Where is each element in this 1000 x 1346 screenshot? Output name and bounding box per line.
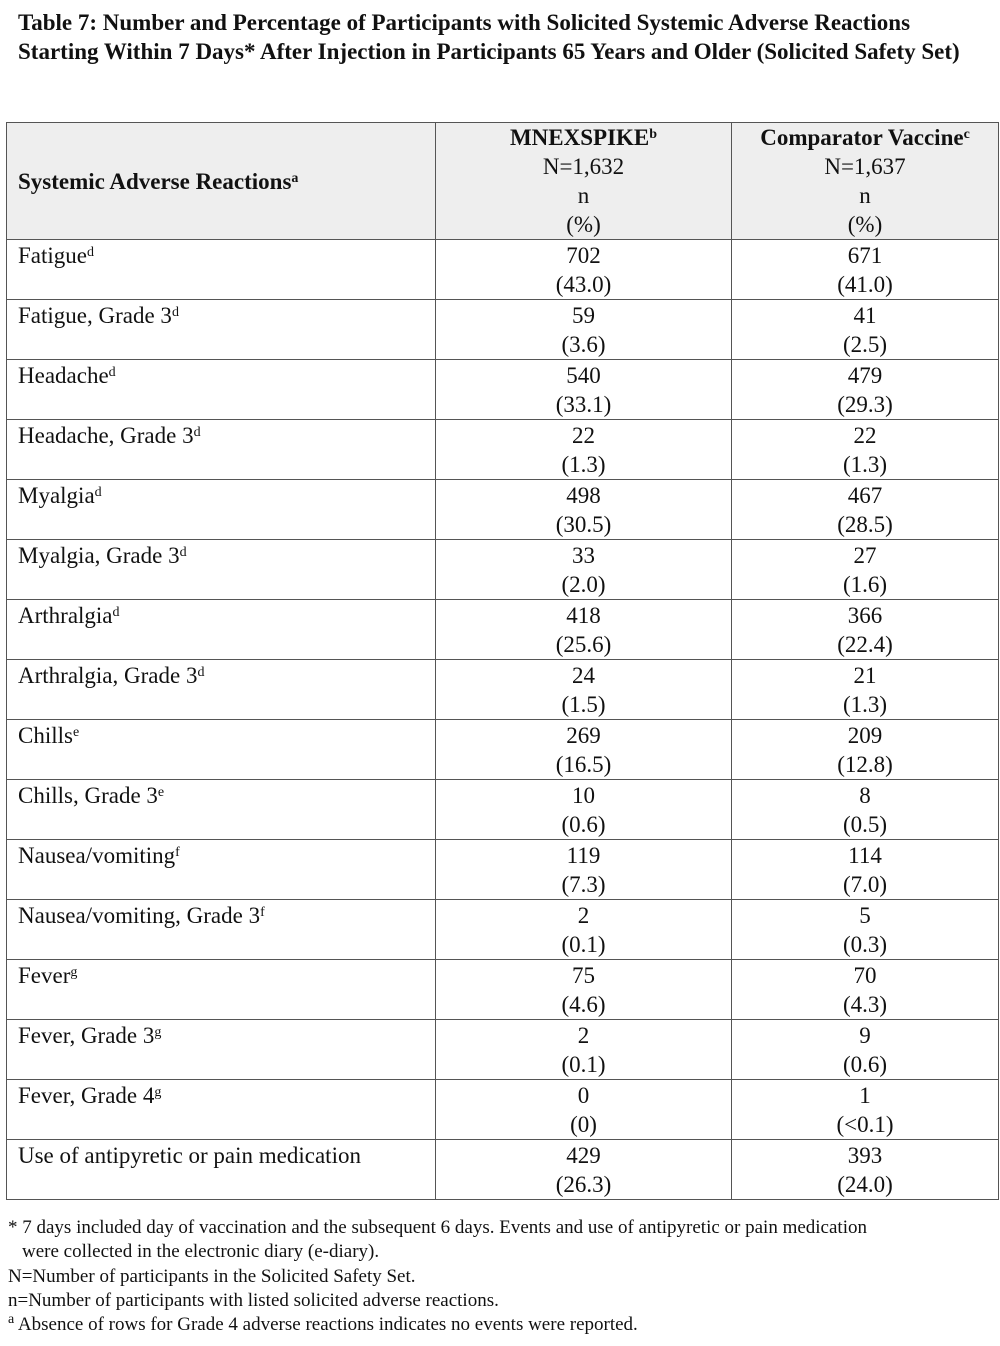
- row-label-sup: e: [72, 725, 80, 740]
- comparator-pct: (0.3): [842, 932, 888, 957]
- table-row: [7, 1020, 999, 1080]
- row-label: Headache, Grade 3: [18, 423, 194, 448]
- mnexspike-n: 269: [566, 723, 601, 748]
- row-label-cell: [7, 360, 436, 420]
- mnexspike-pct: (43.0): [555, 272, 612, 297]
- row-label-cell: [7, 900, 436, 960]
- row-label-sup: d: [108, 365, 116, 380]
- header-col2-name: MNEXSPIKE: [509, 125, 650, 150]
- table-row: [7, 480, 999, 540]
- mnexspike-n: 429: [566, 1143, 601, 1168]
- comparator-n: 114: [848, 843, 882, 868]
- comparator-pct: (4.3): [842, 992, 888, 1017]
- table-row: [7, 1140, 999, 1200]
- mnexspike-pct: (26.3): [555, 1172, 612, 1197]
- comparator-pct: (24.0): [837, 1172, 893, 1197]
- comparator-n: 9: [859, 1023, 871, 1048]
- comparator-n: 393: [847, 1143, 883, 1168]
- mnexspike-n: 10: [572, 783, 595, 808]
- header-col3-pct: (%): [847, 212, 883, 237]
- mnexspike-pct: (30.5): [555, 512, 612, 537]
- mnexspike-n: 2: [577, 903, 590, 928]
- row-label: Fatigue: [18, 243, 87, 268]
- header-col1-sup: a: [291, 170, 299, 186]
- row-label-sup: f: [175, 845, 180, 860]
- mnexspike-value-cell: [436, 780, 732, 840]
- mnexspike-pct: (3.6): [561, 332, 606, 357]
- mnexspike-n: 498: [566, 483, 601, 508]
- mnexspike-value-cell: [436, 360, 732, 420]
- table-row: [7, 900, 999, 960]
- comparator-n: 209: [847, 723, 883, 748]
- header-systemic-adverse-reactions: [7, 123, 436, 240]
- mnexspike-n: 702: [566, 243, 601, 268]
- mnexspike-n: 2: [577, 1023, 590, 1048]
- table-title: Table 7: Number and Percentage of Participants with Solicited Systemic Adverse Reactions Starting Within 7 Days* After Injection in Participants 65 Years and Older (Solicited Safety Set): [18, 10, 960, 64]
- footnote-a-sup: a: [8, 1312, 15, 1328]
- mnexspike-pct: (2.0): [561, 572, 606, 597]
- header-comparator-vaccine: [732, 123, 999, 240]
- row-label-cell: [7, 1140, 436, 1200]
- mnexspike-value-cell: [436, 900, 732, 960]
- table-row: [7, 420, 999, 480]
- row-label-sup: d: [179, 545, 187, 560]
- row-label-sup: d: [197, 665, 205, 680]
- mnexspike-pct: (33.1): [555, 392, 612, 417]
- mnexspike-pct: (1.5): [561, 692, 606, 717]
- row-label: Fever, Grade 4: [18, 1083, 155, 1108]
- header-col3-sup: c: [963, 127, 970, 142]
- comparator-value-cell: [732, 840, 999, 900]
- row-label-sup: f: [260, 905, 265, 920]
- comparator-pct: (1.6): [842, 572, 888, 597]
- row-label-cell: [7, 600, 436, 660]
- mnexspike-pct: (7.3): [561, 872, 606, 897]
- comparator-n: 366: [847, 603, 883, 628]
- mnexspike-pct: (16.5): [555, 752, 612, 777]
- mnexspike-pct: (25.6): [555, 632, 612, 657]
- mnexspike-value-cell: [436, 960, 732, 1020]
- footnote-a: [8, 1313, 993, 1337]
- row-label-sup: e: [157, 785, 165, 800]
- comparator-n: 21: [853, 663, 877, 688]
- mnexspike-pct: (0.1): [561, 1052, 606, 1077]
- comparator-n: 22: [853, 423, 877, 448]
- table-row: [7, 960, 999, 1020]
- row-label-cell: [7, 720, 436, 780]
- row-label-cell: [7, 300, 436, 360]
- comparator-pct: (7.0): [842, 872, 888, 897]
- comparator-value-cell: [732, 1140, 999, 1200]
- row-label-cell: [7, 1020, 436, 1080]
- comparator-pct: (1.3): [842, 692, 888, 717]
- table-row: [7, 840, 999, 900]
- row-label-cell: [7, 420, 436, 480]
- comparator-value-cell: [732, 240, 999, 300]
- mnexspike-pct: (0): [570, 1112, 597, 1137]
- comparator-n: 70: [853, 963, 877, 988]
- comparator-pct: (1.3): [842, 452, 888, 477]
- row-label: Myalgia, Grade 3: [18, 543, 180, 568]
- comparator-value-cell: [732, 360, 999, 420]
- comparator-n: 41: [853, 303, 877, 328]
- row-label: Fever: [18, 963, 71, 988]
- table-row: [7, 660, 999, 720]
- comparator-value-cell: [732, 900, 999, 960]
- row-label-sup: d: [112, 605, 120, 620]
- mnexspike-n: 119: [566, 843, 601, 868]
- table-row: [7, 540, 999, 600]
- mnexspike-n: 75: [572, 963, 595, 988]
- table-header-row: [7, 123, 999, 240]
- comparator-n: 479: [847, 363, 883, 388]
- row-label: Arthralgia: [18, 603, 113, 628]
- row-label: Headache: [18, 363, 109, 388]
- comparator-n: 8: [859, 783, 871, 808]
- mnexspike-n: 418: [566, 603, 601, 628]
- row-label-cell: [7, 840, 436, 900]
- comparator-value-cell: [732, 1080, 999, 1140]
- row-label-cell: [7, 1080, 436, 1140]
- row-label: Nausea/vomiting: [18, 843, 176, 868]
- header-col2-sup: b: [649, 127, 658, 142]
- row-label: Chills: [18, 723, 73, 748]
- header-col3-n: n: [859, 183, 871, 208]
- footnote-star: * 7 days included day of vaccination and the subsequent 6 days. Events and use of antipyretic or pain medication: [8, 1217, 867, 1238]
- mnexspike-n: 540: [566, 363, 601, 388]
- mnexspike-value-cell: [436, 660, 732, 720]
- comparator-pct: (0.5): [842, 812, 888, 837]
- header-col1-label: Systemic Adverse Reactions: [18, 168, 292, 194]
- comparator-value-cell: [732, 960, 999, 1020]
- comparator-pct: (0.6): [842, 1052, 888, 1077]
- comparator-value-cell: [732, 480, 999, 540]
- row-label: Fatigue, Grade 3: [18, 303, 172, 328]
- mnexspike-value-cell: [436, 1080, 732, 1140]
- table-row: [7, 1080, 999, 1140]
- row-label: Nausea/vomiting, Grade 3: [18, 903, 261, 928]
- mnexspike-value-cell: [436, 840, 732, 900]
- comparator-value-cell: [732, 420, 999, 480]
- comparator-pct: (12.8): [837, 752, 893, 777]
- comparator-n: 1: [859, 1083, 871, 1108]
- mnexspike-value-cell: [436, 540, 732, 600]
- mnexspike-value-cell: [436, 1020, 732, 1080]
- comparator-pct: (2.5): [842, 332, 888, 357]
- row-label-sup: d: [193, 425, 201, 440]
- comparator-n: 5: [859, 903, 871, 928]
- row-label: Chills, Grade 3: [18, 783, 158, 808]
- row-label-sup: g: [154, 1085, 162, 1100]
- header-col3-name: Comparator Vaccine: [760, 125, 964, 150]
- row-label-cell: [7, 240, 436, 300]
- header-col2-pct: (%): [566, 212, 601, 237]
- row-label: Use of antipyretic or pain medication: [18, 1143, 361, 1168]
- mnexspike-pct: (4.6): [561, 992, 606, 1017]
- table-row: [7, 240, 999, 300]
- mnexspike-pct: (1.3): [561, 452, 606, 477]
- comparator-n: 671: [847, 243, 883, 268]
- comparator-value-cell: [732, 600, 999, 660]
- adverse-reactions-table: [6, 122, 999, 1200]
- header-col3-ntotal: N=1,637: [824, 154, 906, 179]
- row-label-sup: d: [87, 245, 94, 260]
- mnexspike-value-cell: [436, 600, 732, 660]
- row-label-cell: [7, 540, 436, 600]
- mnexspike-n: 33: [572, 543, 595, 568]
- footnote-a-text: Absence of rows for Grade 4 adverse reactions indicates no events were reported.: [14, 1314, 638, 1336]
- header-col2-n: n: [577, 183, 590, 208]
- mnexspike-n: 22: [572, 423, 595, 448]
- mnexspike-value-cell: [436, 1140, 732, 1200]
- row-label-sup: d: [94, 485, 102, 500]
- row-label: Fever, Grade 3: [18, 1023, 155, 1048]
- mnexspike-value-cell: [436, 420, 732, 480]
- table-row: [7, 780, 999, 840]
- comparator-pct: (41.0): [837, 272, 893, 297]
- mnexspike-value-cell: [436, 240, 732, 300]
- comparator-value-cell: [732, 660, 999, 720]
- row-label-sup: d: [171, 305, 179, 320]
- row-label: Arthralgia, Grade 3: [18, 663, 198, 688]
- row-label-sup: g: [154, 1025, 162, 1040]
- mnexspike-n: 24: [572, 663, 595, 688]
- comparator-pct: (<0.1): [836, 1112, 894, 1137]
- row-label-cell: [7, 480, 436, 540]
- footnotes: [8, 1216, 993, 1337]
- comparator-value-cell: [732, 780, 999, 840]
- row-label-cell: [7, 660, 436, 720]
- row-label-cell: [7, 780, 436, 840]
- footnote-star-cont: were collected in the electronic diary (e-diary).: [22, 1241, 380, 1263]
- table-row: [7, 600, 999, 660]
- row-label: Myalgia: [18, 483, 95, 508]
- mnexspike-pct: (0.1): [561, 932, 606, 957]
- comparator-value-cell: [732, 720, 999, 780]
- comparator-pct: (28.5): [837, 512, 893, 537]
- header-col2-ntotal: N=1,632: [542, 154, 625, 179]
- comparator-pct: (22.4): [837, 632, 893, 657]
- comparator-value-cell: [732, 1020, 999, 1080]
- mnexspike-n: 59: [572, 303, 595, 328]
- footnote-n-definition: n=Number of participants with listed solicited adverse reactions.: [8, 1289, 499, 1311]
- table-row: [7, 360, 999, 420]
- comparator-value-cell: [732, 540, 999, 600]
- row-label-cell: [7, 960, 436, 1020]
- mnexspike-n: 0: [577, 1083, 590, 1108]
- mnexspike-pct: (0.6): [561, 812, 606, 837]
- table-row: [7, 720, 999, 780]
- mnexspike-value-cell: [436, 720, 732, 780]
- comparator-pct: (29.3): [837, 392, 893, 417]
- mnexspike-value-cell: [436, 300, 732, 360]
- table-row: [7, 300, 999, 360]
- footnote-N-definition: N=Number of participants in the Solicited Safety Set.: [8, 1265, 416, 1287]
- row-label-sup: g: [70, 965, 78, 980]
- mnexspike-value-cell: [436, 480, 732, 540]
- comparator-n: 27: [853, 543, 877, 568]
- header-mnexspike: [436, 123, 732, 240]
- comparator-value-cell: [732, 300, 999, 360]
- comparator-n: 467: [847, 483, 883, 508]
